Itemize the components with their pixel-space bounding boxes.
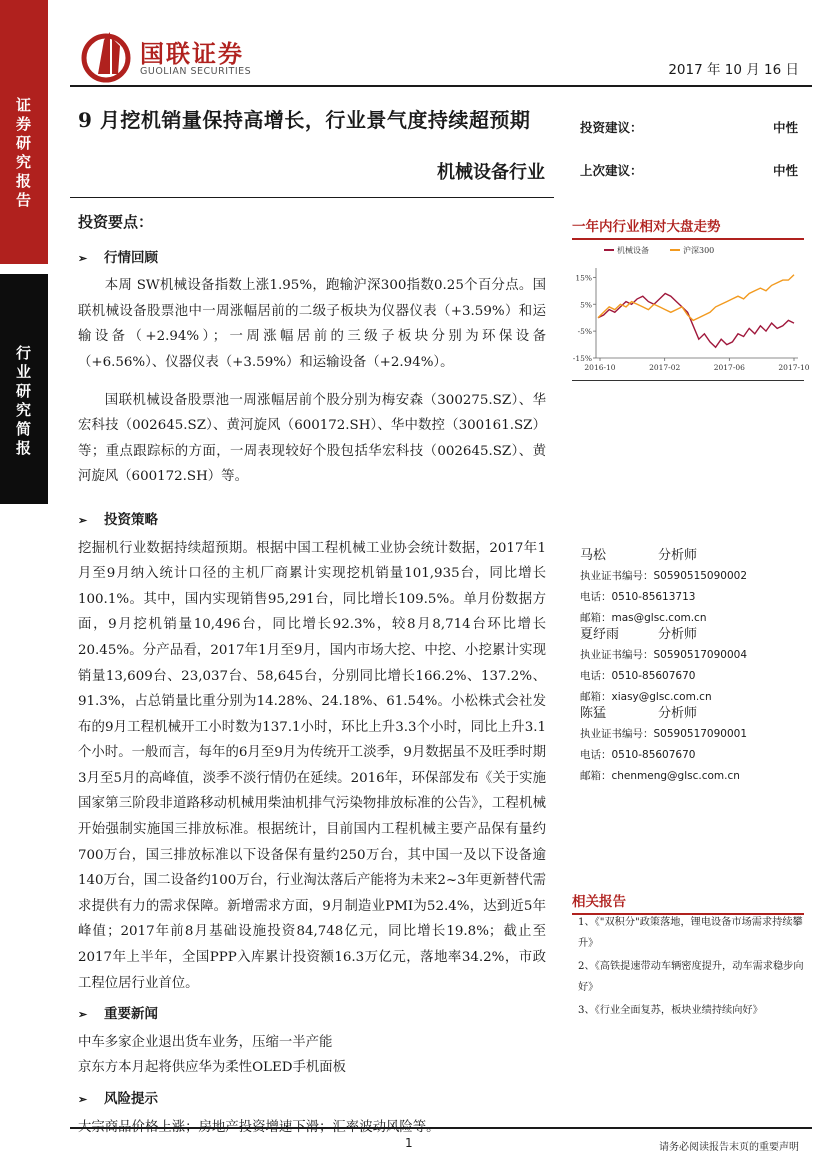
x-tick-label: 2017-02	[649, 363, 681, 372]
rating-label: 投资建议：	[580, 120, 643, 135]
x-tick-label: 2016-10	[584, 363, 616, 372]
cert-value: S0590517090001	[653, 728, 748, 740]
key-points-heading: 投资要点：	[78, 213, 154, 231]
band-char: 行	[15, 344, 32, 362]
email-value[interactable]: xiasy@glsc.com.cn	[611, 691, 712, 703]
band-char: 报	[15, 439, 32, 457]
footer-disclaimer: 请务必阅读报告末页的重要声明	[659, 1142, 799, 1153]
chart-bottom-rule	[572, 380, 804, 381]
industry-name: 机械设备行业	[437, 162, 545, 183]
analyst-role: 分析师	[658, 548, 698, 563]
rating-value: 中性	[772, 120, 798, 135]
related-report-item[interactable]: 3、《行业全面复苏，板块业绩持续向好》	[578, 1005, 763, 1016]
related-reports-list	[578, 912, 804, 1023]
arrow-bullet-icon: ➢	[78, 251, 88, 265]
analyst-role: 分析师	[658, 627, 698, 642]
analyst-name: 夏纾雨	[580, 627, 620, 642]
analyst-cert	[580, 724, 810, 745]
arrow-bullet-icon: ➢	[78, 1093, 88, 1106]
left-band-black	[0, 274, 48, 504]
page-number: 1	[405, 1136, 413, 1150]
analyst-name: 陈猛	[580, 706, 607, 721]
section-heading-strategy	[78, 508, 546, 534]
relative-performance-chart	[566, 238, 810, 378]
related-report-item[interactable]: 2、《高铁提速带动车辆密度提升，动车需求稳步向好》	[578, 961, 804, 993]
y-tick-label: -15%	[572, 354, 592, 363]
arrow-bullet-icon: ➢	[78, 513, 88, 527]
email-label: 邮箱：	[580, 691, 612, 703]
header-rule	[70, 85, 812, 87]
series-line-1	[598, 275, 794, 321]
cert-value: S0590517090004	[653, 649, 748, 661]
y-tick-label: -5%	[577, 327, 592, 337]
related-reports-title: 相关报告	[572, 890, 804, 915]
band-char: 券	[15, 115, 32, 133]
band-char: 告	[15, 191, 32, 209]
email-label: 邮箱：	[580, 770, 612, 782]
band-char: 研	[15, 382, 32, 400]
band-char: 究	[15, 401, 32, 419]
report-date: 2017 年 10 月 16 日	[668, 62, 799, 78]
related-report-item[interactable]: 1、《"双积分"政策落地，锂电设备市场需求持续攀升》	[578, 917, 803, 949]
band-char: 究	[15, 153, 32, 171]
rating-label: 上次建议：	[580, 163, 643, 178]
band-char: 证	[15, 96, 32, 114]
rating-previous	[580, 161, 798, 179]
analyst-cert	[580, 645, 810, 666]
section-heading-text: 重要新闻	[104, 1006, 158, 1023]
section-heading-risk	[78, 1087, 546, 1113]
band-bottom-label	[0, 344, 48, 458]
review-paragraph: 国联机械设备股票池一周涨幅居前个股分别为梅安森（300275.SZ）、华宏科技（002645.SZ）、黄河旋风（600172.SH）、华中数控（300161.SZ）等；重点跟踪标的方面，一周表现较好个股包括华宏科技（002645.SZ）、黄河旋风（600172.SH）等。	[78, 392, 546, 485]
news-item: 京东方本月起将供应华为柔性OLED手机面板	[78, 1060, 347, 1076]
section-heading-text: 行情回顾	[104, 249, 158, 266]
logo-text-cn: 国联证券	[140, 40, 244, 68]
band-char: 研	[15, 134, 32, 152]
news-item: 中车多家企业退出货车业务，压缩一半产能	[78, 1034, 333, 1050]
analyst-card	[580, 703, 810, 787]
analyst-card	[580, 624, 810, 708]
section-heading-news	[78, 1002, 546, 1028]
series-line-0	[598, 294, 794, 348]
band-char: 业	[15, 363, 32, 381]
company-logo	[80, 28, 300, 84]
analyst-tel	[580, 745, 810, 766]
arrow-bullet-icon: ➢	[78, 1008, 88, 1022]
y-tick-label: 5%	[580, 300, 592, 310]
cert-label: 执业证书编号：	[580, 728, 654, 740]
logo-emblem-icon	[80, 28, 136, 84]
analyst-card	[580, 545, 810, 629]
footer-rule	[70, 1127, 812, 1129]
x-tick-label: 2017-10	[778, 363, 810, 372]
band-char: 简	[15, 420, 32, 438]
cert-value: S0590515090002	[653, 570, 748, 582]
band-top-label	[0, 96, 48, 210]
main-content	[78, 210, 546, 1140]
cert-label: 执业证书编号：	[580, 649, 654, 661]
left-band-red	[0, 0, 48, 264]
analyst-name: 马松	[580, 548, 607, 563]
section-heading-text: 风险提示	[104, 1091, 158, 1107]
section-heading-review	[78, 246, 546, 272]
email-value[interactable]: mas@glsc.com.cn	[611, 612, 707, 624]
analyst-tel	[580, 587, 810, 608]
analyst-tel	[580, 666, 810, 687]
analyst-cert	[580, 566, 810, 587]
tel-value: 0510-85607670	[611, 749, 696, 761]
legend-label: 沪深300	[683, 246, 715, 255]
tel-value: 0510-85607670	[611, 670, 696, 682]
title-rule	[70, 197, 554, 198]
logo-text-en: GUOLIAN SECURITIES	[140, 66, 252, 77]
analyst-role: 分析师	[658, 706, 698, 721]
review-paragraph: 本周 SW机械设备指数上涨1.95%，跑输沪深300指数0.25个百分点。国联机械设备股票池中一周涨幅居前的二级子板块为仪器仪表（+3.59%）和运输设备（+2.94%）；一周涨幅居前的三级子板块分别为环保设备（+6.56%）、仪器仪表（+3.59%）和运输设备（+2.94%）。	[78, 278, 546, 370]
legend-label: 机械设备	[617, 246, 649, 255]
x-tick-label: 2017-06	[713, 363, 745, 372]
strategy-paragraph: 挖掘机行业数据持续超预期。根据中国工程机械工业协会统计数据，2017年1月至9月纳入统计口径的主机厂商累计实现挖机销量101,935台，同比增长100.1%。其中，国内实现销售95,291台，同比增长109.5%。单月份数据方面，9月挖机销量10,496台，同比增长92.3%，较8月8,714台环比增长20.45%。分产品看，2017年1月至9月，国内市场大挖、中挖、小挖累计实现销量13,609台、23,037台、58,645台，分别同比增长166.2%、137.2%、91.3%，占总销量比重分别为14.28%、24.18%、61.54%。小松株式会社发布的9月工程机械开工小时数为137.1小时，环比上升3.3个小时，同比上升3.1个小时。一般而言，每年的6月至9月为传统开工淡季，9月数据虽不及旺季时期3月至5月的高峰值，淡季不淡行情仍在延续。2016年，环保部发布《关于实施国家第三阶段非道路移动机械用柴油机排气污染物排放标准的公告》，工程机械开始强制实施国三排放标准。根据统计，目前国内工程机械主要产品保有量约700万台，国三排放标准以下设备保有量约250万台，其中国一及以下设备逾140万台，国二设备约100万台，行业淘汰落后产能将为未来2~3年更新替代需求提供有力的需求保障。新增需求方面，9月制造业PMI为52.4%，达到近5年峰值；2017年前8月基础设施投资84,748亿元，同比增长19.8%；截止至2017年上半年，全国PPP入库累计投资额16.3万亿元，落地率34.2%，市政工程位居行业首位。	[78, 540, 546, 991]
chart-title: 一年内行业相对大盘走势	[572, 215, 804, 240]
tel-label: 电话：	[580, 670, 612, 682]
band-char: 报	[15, 172, 32, 190]
tel-label: 电话：	[580, 591, 612, 603]
cert-label: 执业证书编号：	[580, 570, 654, 582]
rating-value: 中性	[772, 163, 798, 178]
rating-current	[580, 118, 798, 136]
y-tick-label: 15%	[575, 273, 592, 283]
email-label: 邮箱：	[580, 612, 612, 624]
analyst-email	[580, 766, 810, 787]
report-title: 9 月挖机销量保持高增长，行业景气度持续超预期	[78, 108, 531, 132]
email-value[interactable]: chenmeng@glsc.com.cn	[611, 770, 740, 782]
tel-label: 电话：	[580, 749, 612, 761]
section-heading-text: 投资策略	[104, 511, 158, 528]
tel-value: 0510-85613713	[611, 591, 696, 603]
